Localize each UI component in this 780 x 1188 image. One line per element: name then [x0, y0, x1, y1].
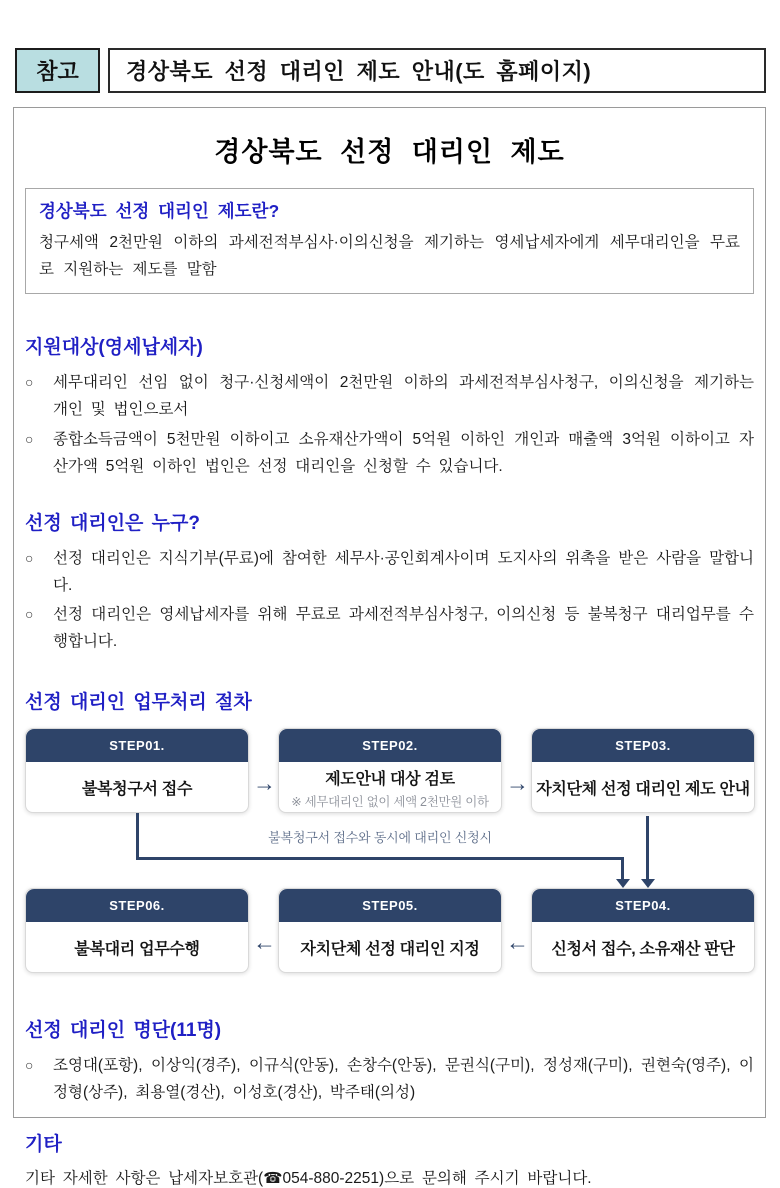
step-title [279, 762, 501, 813]
list-item [25, 601, 754, 655]
arrow-left-icon: ← [506, 929, 529, 956]
step-title: 신청서 접수, 소유재산 판단 [551, 941, 735, 959]
bullet-marker: ○ [25, 1057, 34, 1074]
bullet-text: 선정 대리인은 영세납세자를 위해 무료로 과세전적부심사청구, 이의신청 등 불복청구 대리업무를 수행합니다. [53, 606, 754, 651]
bullet-marker: ○ [25, 606, 34, 622]
arrow-left-icon: ← [253, 929, 276, 956]
list-item [25, 1052, 754, 1106]
section-heading-etc: 기타 [25, 1133, 62, 1155]
bullet-text: 종합소득금액이 5천만원 이하이고 소유재산가액이 5억원 이하인 개인과 매출액 3억원 이하이고 자산가액 5억원 이하인 법인은 선정 대리인을 신청할 수 있습니다. [53, 430, 754, 475]
step-label: STEP03. [532, 729, 754, 762]
arrow-down-icon [616, 879, 630, 888]
step-label: STEP04. [532, 889, 754, 922]
bullet-marker: ○ [25, 374, 34, 391]
list-item [25, 369, 754, 423]
step-box-4 [531, 888, 755, 973]
step-box-1 [25, 728, 249, 813]
step-note: ※ 세무대리인 없이 세액 2천만원 이하 [291, 794, 489, 809]
process-flowchart [25, 728, 755, 975]
who-bullets [25, 545, 754, 656]
bullet-marker: ○ [25, 430, 34, 447]
step-box-2 [278, 728, 502, 813]
section-heading-target: 지원대상(영세납세자) [25, 337, 203, 359]
section-heading-roster: 선정 대리인 명단(11명) [25, 1020, 222, 1042]
section-heading-process: 선정 대리인 업무처리 절차 [25, 692, 252, 714]
step-box-3 [531, 728, 755, 813]
section-heading-who: 선정 대리인은 누구? [25, 512, 200, 534]
step-title: 불복청구서 접수 [81, 781, 193, 799]
bullet-marker: ○ [25, 549, 34, 566]
intro-box [25, 188, 754, 294]
step-box-5 [278, 888, 502, 973]
arrow-right-icon: → [253, 770, 276, 797]
step-title: 자치단체 선정 대리인 제도 안내 [536, 781, 750, 799]
step-label: STEP05. [279, 889, 501, 922]
main-panel [13, 107, 766, 1187]
connector-line [621, 857, 624, 880]
step-label: STEP02. [279, 729, 501, 762]
step-box-6 [25, 888, 249, 973]
intro-heading: 경상북도 선정 대리인 제도란? [39, 201, 280, 221]
arrow-down-icon [641, 879, 655, 888]
intro-body: 청구세액 2천만원 이하의 과세전적부심사·이의신청을 제기하는 영세납세자에게 세무대리인을 무료로 지원하는 제도를 말함 [39, 234, 740, 279]
page-header [15, 48, 766, 93]
bullet-text: 선정 대리인은 지식기부(무료)에 참여한 세무사·공인회계사이며 도지사의 위촉을 받은 사람을 말합니다. [53, 549, 754, 594]
bullet-text: 조영대(포항), 이상익(경주), 이규식(안동), 손창수(안동), 문권식(구미), 정성재(구미), 권현숙(영주), 이정형(상주), 최용열(경산), 이성호(경산), 박주태(의성) [53, 1057, 754, 1102]
connector-line [646, 816, 649, 880]
target-bullets [25, 369, 754, 480]
step-label: STEP06. [26, 889, 248, 922]
step-label: STEP01. [26, 729, 248, 762]
list-item [25, 545, 754, 599]
step-title-text: 제도안내 대상 검토 [325, 770, 455, 788]
step-title: 자치단체 선정 대리인 지정 [300, 941, 480, 959]
document-title: 경상북도 선정 대리인 제도 안내(도 홈페이지) [108, 48, 766, 93]
step-title: 불복대리 업무수행 [74, 941, 200, 959]
page-title: 경상북도 선정 대리인 제도 [214, 137, 565, 167]
roster-bullets [25, 1052, 754, 1106]
etc-body: 기타 자세한 사항은 납세자보호관(☎054-880-2251)으로 문의해 주시기 바랍니다. [25, 1169, 592, 1187]
arrow-right-icon: → [506, 770, 529, 797]
list-item [25, 426, 754, 480]
reference-badge: 참고 [15, 48, 100, 93]
connector-line [136, 857, 624, 860]
connector-label: 불복청구서 접수와 동시에 대리인 신청시 [268, 830, 492, 846]
bullet-text: 세무대리인 선임 없이 청구·신청세액이 2천만원 이하의 과세전적부심사청구, 이의신청을 제기하는 개인 및 법인으로서 [53, 374, 754, 419]
